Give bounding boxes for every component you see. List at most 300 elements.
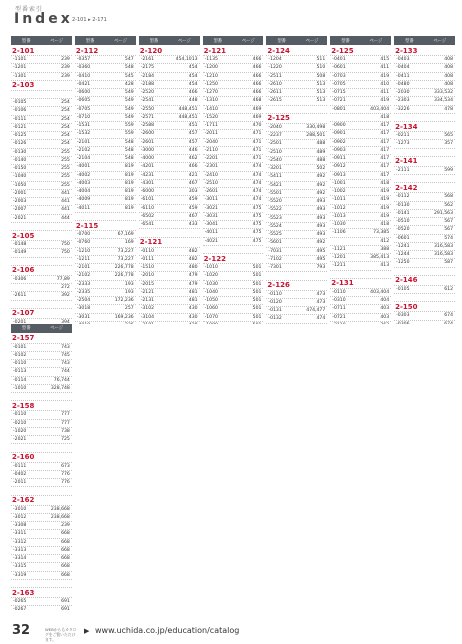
item-code: -3000 [140,147,155,153]
item-code: -1050 [13,182,27,188]
item-code: -1531 [76,123,91,129]
page-ref: 226,778 [114,265,134,271]
item-code: -0710 [76,114,91,120]
index-row [330,147,391,155]
page-ref: 330,498 [306,124,326,130]
page-ref: 333,532 [434,90,453,96]
index-row [11,539,72,547]
index-row [203,180,264,188]
item-code: -4201 [140,164,155,170]
page-ref: 501 [252,306,262,312]
index-row [203,139,264,147]
page-ref: 691 [61,599,70,605]
index-row [75,264,136,272]
page-ref: 328,748 [50,385,70,391]
item-code: -0130 [13,149,27,155]
group-heading-row [330,46,391,56]
index-row [75,172,136,180]
page-ref [108,323,136,324]
index-row [11,73,72,81]
page-ref: 417 [380,147,390,153]
page-ref: 392 [61,293,70,299]
page-ref: 475 [252,213,262,219]
group-code: 2-163 [12,588,35,597]
page-ref: 474 [252,164,262,170]
index-row [11,377,72,385]
page-ref: 403,404 [370,289,390,295]
item-code: -2131 [140,298,155,304]
group-code: 2-157 [12,334,35,342]
index-row [203,147,264,155]
item-code: -2510 [268,149,282,155]
item-code: -1010 [13,385,27,391]
item-code: -0911 [332,156,346,162]
group-heading-row [203,46,264,56]
page-ref: 475 [252,230,262,236]
index-row [330,322,391,324]
index-row [139,289,200,297]
page-ref: 479 [188,273,198,279]
index-row [139,163,200,171]
page-ref: 478 [444,106,453,112]
page-ref: 467 [188,180,198,186]
item-code: -0265 [13,599,27,605]
group-heading-row [11,453,72,463]
index-row [266,89,327,97]
page-ref: 469 [252,106,262,112]
item-code: -1106 [332,230,346,236]
group-heading-row [11,46,72,56]
index-row [330,73,391,81]
group-heading-row [394,276,455,286]
index-row [203,56,264,64]
page-ref: 403 [380,314,390,320]
arrow-icon: ▶ [84,627,90,635]
index-row [266,299,327,307]
item-code: -0267 [13,607,27,611]
item-code: -3102 [140,306,155,312]
item-code: -4021 [204,238,218,244]
group-heading-row [11,588,72,598]
column-header-label: ページ [50,326,64,331]
page-ref: 238,668 [50,514,70,520]
group-code: 2-122 [203,254,226,263]
page-ref: 169 [124,240,134,246]
item-code: -2611 [268,90,282,96]
index-row [75,139,136,147]
item-code: -0210 [13,420,27,426]
index-row [330,172,391,180]
index-row [203,89,264,97]
page-ref: 334,534 [434,98,453,104]
page-ref: 254 [61,108,70,114]
index-row [330,81,391,89]
index-row [139,272,200,280]
item-code: -0520 [396,227,410,233]
item-code: -3041 [204,222,218,228]
index-row [266,272,327,280]
item-code: -0101 [13,344,27,350]
index-row [203,163,264,171]
item-code: -1012 [332,205,346,211]
page-ref: 482 [188,256,198,262]
page-ref: 750 [61,250,70,256]
index-table [11,36,455,611]
index-row [75,231,136,239]
index-row [266,124,327,132]
column-header-label: 型番 [277,38,286,44]
item-code: -2237 [268,133,282,139]
group-heading-row [75,46,136,56]
page-ref: 548 [124,156,134,162]
item-code: -1011 [332,197,346,203]
header-kicker: 型番索引 [15,6,44,13]
item-code: -6110 [140,205,155,211]
item-code: -1250 [204,81,218,87]
index-row [394,149,455,157]
page-ref: 388 [380,246,390,252]
page-ref: 668 [61,539,70,545]
item-code: -4011 [76,205,91,211]
index-row [394,97,455,105]
index-row [139,229,200,237]
item-code: -2101 [76,139,91,145]
index-row [330,56,391,64]
page-ref: 239 [61,73,70,79]
index-row [394,251,455,259]
index-row [75,64,136,72]
item-code: -0130 [396,202,410,208]
group-heading-row [394,46,455,56]
index-row [139,196,200,204]
item-code: -0211 [396,133,410,139]
page-ref: 255 [61,174,70,180]
item-code: -2501 [268,141,282,147]
item-code: -1250 [396,260,410,266]
index-row [139,205,200,213]
index-row [11,522,72,530]
group-code: 2-141 [395,157,418,166]
index-row [266,149,327,157]
index-row [394,56,455,64]
column-header [11,36,72,45]
index-row [11,258,72,266]
index-row [11,385,72,393]
index-row [11,182,72,190]
item-code: -4003 [76,180,91,186]
item-code: -0106 [13,108,27,114]
item-code: -2410 [204,172,218,178]
page-ref: 433 [188,222,198,228]
item-code: -3011 [204,197,218,203]
column-header-label: ページ [305,38,319,44]
index-row [139,155,200,163]
page-ref: 475 [252,238,262,244]
column-header [266,36,327,45]
index-row [394,64,455,72]
index-row [266,165,327,173]
index-row [330,130,391,138]
item-code: -3226 [396,106,410,112]
group-code: 2-146 [395,276,418,285]
page-ref: 776 [61,471,70,477]
index-column [11,36,72,324]
page-ref: 668 [61,531,70,537]
item-code: -1135 [204,57,218,63]
item-code: -5421 [268,182,282,188]
item-code: -0132 [268,316,282,322]
page-ref: 501 [252,314,262,320]
page-ref: 408 [444,57,453,63]
group-code: 2-105 [12,231,35,240]
page-ref: 745 [61,352,70,358]
item-code [394,322,427,324]
index-row [266,97,327,105]
item-code: -0900 [332,123,346,129]
item-code: -1020 [204,273,218,279]
page-header [0,0,462,34]
index-row [266,157,327,165]
index-row [139,248,200,256]
page-ref: 488 [316,141,326,147]
item-code: -1410 [204,106,218,112]
index-row [75,297,136,305]
index-row [139,188,200,196]
item-code: -0306 [13,276,27,282]
index-row [330,122,391,130]
page-ref: 239 [61,65,70,71]
index-column [203,36,264,324]
column-header-label: 型番 [21,326,31,331]
page-ref: 413 [380,263,390,269]
index-row [394,286,455,294]
index-row [203,81,264,89]
page-ref: 743 [61,361,70,367]
item-code: -2010 [140,273,155,279]
index-row [75,163,136,171]
group-heading-row [11,496,72,506]
index-row [330,205,391,213]
page-ref: 454 [188,65,198,71]
column-header [330,36,391,45]
index-row [330,213,391,221]
page-ref: 385,413 [370,255,390,261]
item-code: -7031 [268,248,282,254]
index-row [203,264,264,272]
index-row [203,272,264,280]
item-code: -2111 [396,167,410,173]
page-ref: 417 [380,123,390,129]
item-code [330,323,363,324]
index-row [75,188,136,196]
index-row [266,106,327,114]
page-ref: 493 [316,199,326,205]
item-code: -1510 [140,265,155,271]
group-heading-row [394,122,455,132]
page-ref: 394 [61,319,70,324]
page-ref: 513 [316,98,326,104]
page-ref: 451 [188,123,198,129]
page-ref: 470 [252,123,262,129]
item-code: -2104 [76,156,91,162]
index-row [203,322,264,324]
page-ref: 291,563 [434,210,453,216]
page-ref: 446 [188,147,198,153]
page-ref: 480 [188,265,198,271]
page-ref: 419 [380,213,390,219]
page-ref: 474 [316,316,326,322]
item-code: -1010 [204,265,218,271]
item-code: -1040 [13,174,27,180]
page-ref: 303 [188,189,198,195]
index-row [75,106,136,114]
page-ref: 454,1013 [175,57,198,63]
item-code: -0114 [13,377,27,383]
index-row [75,305,136,313]
index-row [75,256,136,264]
page-ref: 239 [61,523,70,529]
index-row [330,229,391,237]
page-ref: 493 [316,223,326,229]
item-code: -2021 [13,215,27,221]
index-row [11,444,72,452]
page-ref: 492 [316,240,326,246]
index-row [11,190,72,198]
index-row [11,107,72,115]
page-ref: 316,583 [434,243,453,249]
index-row [266,215,327,223]
index-row [75,272,136,280]
page-ref: 469 [252,114,262,120]
item-code: -1070 [204,314,218,320]
index-row [266,291,327,299]
index-row [11,56,72,64]
index-row [203,281,264,289]
page-ref: 419 [380,73,390,79]
page-ref: 545 [124,73,134,79]
item-code: -1050 [204,298,218,304]
page-ref: 493 [316,232,326,238]
group-heading-row [11,231,72,241]
item-code: -2335 [76,289,91,295]
item-code: -4001 [76,164,91,170]
page-ref: 482 [188,248,198,254]
page-ref: 776 [61,480,70,486]
item-code: -1001 [332,180,346,186]
index-row [11,149,72,157]
page-ref: 457 [188,131,198,137]
item-code: -6000 [140,189,155,195]
page-ref: 417 [380,131,390,137]
index-row [203,196,264,204]
page-ref: 673 [61,463,70,469]
index-row [11,436,72,444]
group-heading-row [11,81,72,91]
page-ref: 169,236 [114,314,134,320]
group-heading-row [266,281,327,291]
page-ref: 501 [252,265,262,271]
item-code: -3021 [204,205,218,211]
item-code: -0404 [396,65,410,71]
item-code: -2588 [140,123,155,129]
catalog-url-link[interactable]: www.uchida.co.jp/education/catalog [95,626,240,635]
item-code: -0121 [13,124,27,130]
page-ref: 612 [444,286,453,292]
page-ref: 819 [124,164,134,170]
index-row [139,281,200,289]
index-row [266,81,327,89]
item-code: -0125 [13,133,27,139]
page-ref: 549 [124,90,134,96]
index-row [75,130,136,138]
index-row [203,106,264,114]
item-code: -2540 [268,157,282,163]
group-code: 2-133 [395,46,418,55]
index-row [394,175,455,183]
item-code: -1244 [396,252,410,258]
index-row [266,182,327,190]
item-code: -5525 [268,232,282,238]
item-code: -3311 [13,531,27,537]
index-row [330,180,391,188]
index-row [11,198,72,206]
item-code: -1532 [76,131,91,137]
page-ref: 255 [61,149,70,155]
page-ref: 750 [61,242,70,248]
item-code: -5524 [268,223,282,229]
item-code: -3018 [76,306,91,312]
group-code: 2-115 [75,221,99,230]
index-row [11,463,72,471]
index-row [394,259,455,267]
column-header-label: ページ [177,38,191,44]
index-column [11,324,72,612]
page-ref: 254 [61,141,70,147]
page-ref: 462 [188,156,198,162]
item-code: -2121 [140,289,155,295]
item-code: -2201 [204,156,218,162]
item-code: -0510 [396,219,410,225]
column-header [75,36,136,45]
item-code: -0201 [13,319,27,324]
page-ref: 411 [380,65,390,71]
page-ref: 466 [252,65,262,71]
column-header-label: 型番 [21,38,31,44]
item-code [203,323,236,324]
page-ref: 417 [380,139,390,145]
item-code: -1060 [204,306,218,312]
page-ref: 481 [188,298,198,304]
index-row [139,314,200,322]
page-ref: 777 [61,412,70,418]
index-row [75,114,136,122]
index-row [75,97,136,105]
page-footer [0,620,462,644]
item-code: -1273 [396,141,410,147]
page-ref: 468 [252,98,262,104]
group-heading-row [394,302,455,312]
index-row [11,547,72,555]
group-code: 2-101 [12,46,35,55]
index-row [75,289,136,297]
index-row [139,122,200,130]
item-code: -2303 [396,98,410,104]
column-header-label: ページ [433,38,447,44]
index-row [139,221,200,229]
page-ref: 410 [380,81,390,87]
page-ref: 559 [124,123,134,129]
item-code: -3312 [13,539,27,545]
